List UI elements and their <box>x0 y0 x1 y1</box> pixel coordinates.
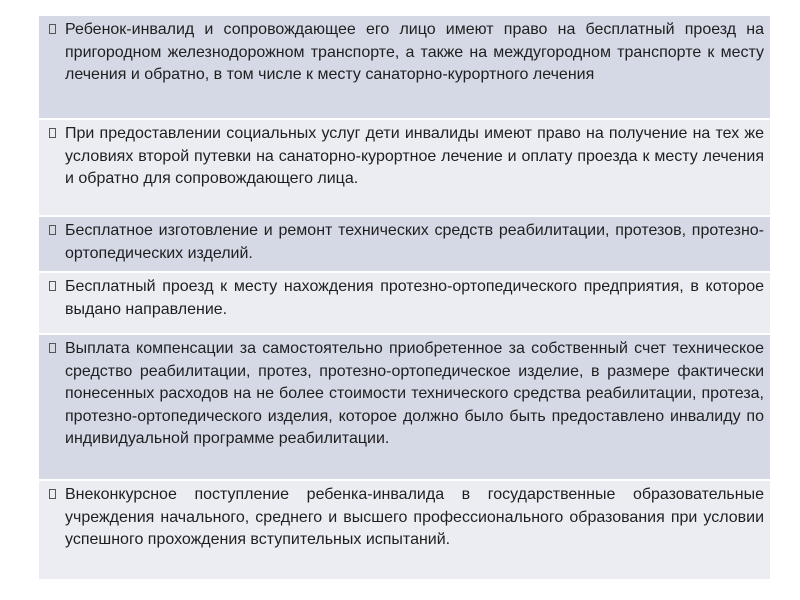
bullet-box-icon <box>39 481 65 579</box>
row-text: Внеконкурсное поступление ребенка-инвалида в государственные образовательные учреждения начального, среднего и высшего профессионального образования при условии успешного прохождения вступительных испытаний. <box>65 486 764 549</box>
table-row <box>39 272 770 334</box>
row-text: Бесплатный проезд к месту нахождения протезно-ортопедического предприятия, в которое выдано направление. <box>65 278 764 318</box>
row-text: Ребенок-инвалид и сопровождающее его лицо имеют право на бесплатный проезд на пригородном железнодорожном транспорте, а также на междугородном транспорте к месту лечения и обратно, в том числе к месту санаторно-курортного лечения <box>65 21 764 84</box>
bullet-box-icon <box>39 217 65 271</box>
table-row <box>39 15 770 119</box>
bullet-box-icon <box>39 273 65 333</box>
bullet-box-icon <box>39 335 65 479</box>
table-row <box>39 216 770 272</box>
table-row <box>39 480 770 580</box>
table-row <box>39 334 770 480</box>
benefits-table <box>39 15 770 580</box>
row-text: Выплата компенсации за самостоятельно приобретенное за собственный счет техническое средство реабилитации, протез, протезно-ортопедическое изделие, в размере фактически понесенных расходов на не более стоимости технического средства реабилитации, протеза, протезно-ортопедического изделия, которое должно было быть предоставлено инвалиду по индивидуальной программе реабилитации. <box>65 340 764 448</box>
row-text: Бесплатное изготовление и ремонт технических средств реабилитации, протезов, протезно-ортопедических изделий. <box>65 222 764 262</box>
row-text: При предоставлении социальных услуг дети инвалиды имеют право на получение на тех же условиях второй путевки на санаторно-курортное лечение и оплату проезда к месту лечения и обратно для сопровождающего лица. <box>65 125 764 188</box>
bullet-box-icon <box>39 16 65 118</box>
bullet-box-icon <box>39 120 65 215</box>
table-row <box>39 119 770 216</box>
